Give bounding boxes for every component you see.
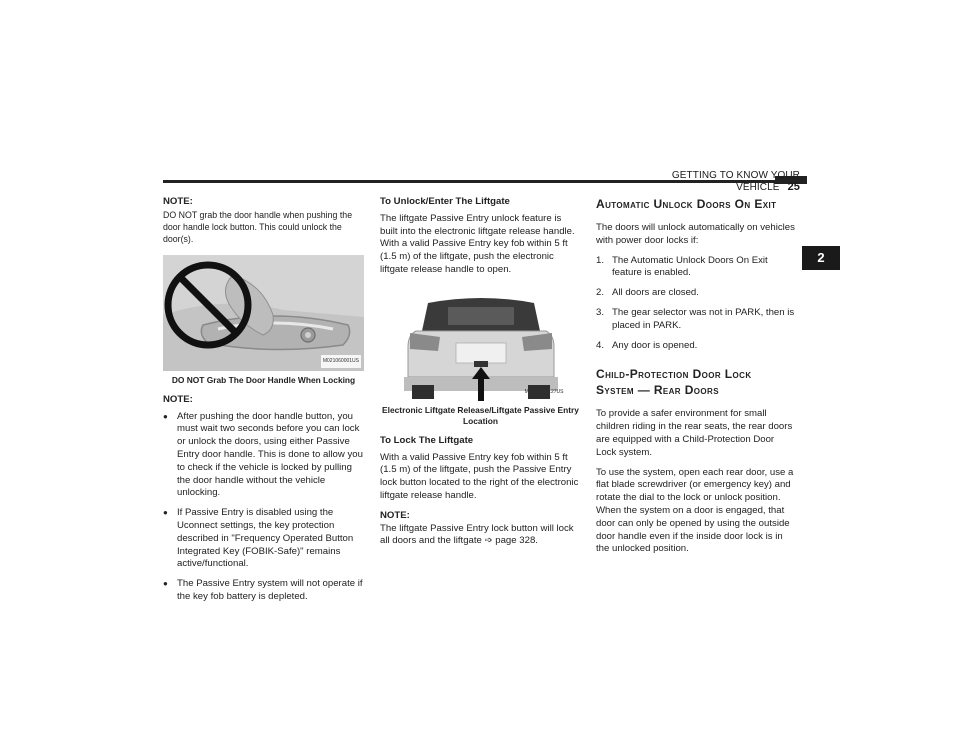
running-header bbox=[620, 170, 800, 193]
column-right bbox=[596, 196, 797, 563]
liftgate-photo bbox=[398, 285, 564, 401]
column-middle bbox=[380, 196, 581, 558]
photo-caption: Electronic Liftgate Release/Liftgate Passive Entry Location bbox=[382, 404, 579, 426]
photo-code: M0338000127US bbox=[524, 388, 564, 395]
note-title: NOTE: bbox=[163, 196, 193, 207]
paragraph: The liftgate Passive Entry unlock feature is built into the electronic liftgate release handle. With a valid Passive Entry key fob within 5 ft (1.5 m) of the liftgate, push the electronic liftgate release handle to open. bbox=[380, 212, 575, 275]
list-text: The gear selector was not in PARK, then is placed in PARK. bbox=[612, 306, 795, 331]
page-number: 25 bbox=[787, 181, 800, 193]
list-text: Any door is opened. bbox=[612, 339, 698, 351]
list-number: 4. bbox=[596, 339, 605, 351]
list-item bbox=[596, 307, 797, 333]
page-reference-link[interactable]: page 328. bbox=[495, 535, 538, 547]
chapter-tab: 2 bbox=[802, 246, 840, 270]
note-title: NOTE: bbox=[380, 509, 410, 521]
photo-caption: DO NOT Grab The Door Handle When Locking bbox=[171, 374, 356, 385]
section-heading-line: System — Rear Doors bbox=[596, 383, 719, 398]
paragraph: With a valid Passive Entry key fob within 5 ft (1.5 m) of the liftgate, push the Passive Entry lock button located to the right of the electronic liftgate release handle. bbox=[380, 451, 579, 501]
arrow-reference-icon: ➩ bbox=[484, 535, 493, 547]
liftgate-illustration bbox=[398, 285, 564, 401]
column-left bbox=[163, 196, 364, 611]
photo-code: M021060001US bbox=[321, 355, 361, 368]
subheading-unlock-liftgate: To Unlock/Enter The Liftgate bbox=[380, 196, 510, 207]
door-handle-photo bbox=[163, 255, 364, 371]
note-body: DO NOT grab the door handle when pushing the door handle lock button. This could unlock the door(s). bbox=[163, 209, 353, 244]
bullet-item: ● If Passive Entry is disabled using the Uconnect settings, the key protection described in "Frequency Operated Button Integrated Key (FOBIK-Safe)" remains active/functional. bbox=[163, 507, 364, 571]
paragraph: To provide a safer environment for small children riding in the rear seats, the rear doors are equipped with a Child-Protection Door Lock system. bbox=[596, 408, 793, 458]
running-title: GETTING TO KNOW YOUR VEHICLE bbox=[671, 170, 800, 193]
list-text: All doors are closed. bbox=[612, 287, 699, 299]
note-title: NOTE: bbox=[163, 393, 193, 405]
bullet-item: ● The Passive Entry system will not operate if the key fob battery is depleted. bbox=[163, 578, 364, 604]
section-heading-auto-unlock: Automatic Unlock Doors On Exit bbox=[596, 197, 777, 211]
condition-list bbox=[596, 255, 797, 353]
paragraph: To use the system, open each rear door, use a flat blade screwdriver (or emergency key) and rotate the dial to the lock or unlock position. When the system on a door is engaged, that door can only be opened by using the outside door handle even if the inside door lock is in the unlocked position. bbox=[596, 466, 794, 555]
list-text: The Automatic Unlock Doors On Exit feature is enabled. bbox=[612, 254, 768, 279]
note-bullet-list bbox=[163, 411, 364, 604]
door-handle-illustration bbox=[163, 255, 364, 371]
note-body bbox=[380, 523, 581, 549]
list-number: 1. bbox=[596, 254, 605, 266]
subheading-lock-liftgate: To Lock The Liftgate bbox=[380, 434, 474, 446]
bullet-item: ● After pushing the door handle button, you must wait two seconds before you can lock or unlock the doors, using either Passive Entry door handle. This is done to allow you to check if the vehicle is locked by pulling the door handle without the vehicle unlocking. bbox=[163, 411, 364, 501]
list-number: 2. bbox=[596, 287, 605, 299]
list-item bbox=[596, 255, 797, 281]
paragraph: The doors will unlock automatically on vehicles with power door locks if: bbox=[596, 222, 795, 246]
note-text: The liftgate Passive Entry lock button will lock all doors and the liftgate bbox=[380, 522, 574, 547]
list-item bbox=[596, 287, 797, 300]
list-item bbox=[596, 340, 797, 353]
list-number: 3. bbox=[596, 306, 605, 318]
section-heading-line: Child-Protection Door Lock bbox=[596, 367, 752, 382]
section-heading-child-lock bbox=[596, 366, 797, 398]
